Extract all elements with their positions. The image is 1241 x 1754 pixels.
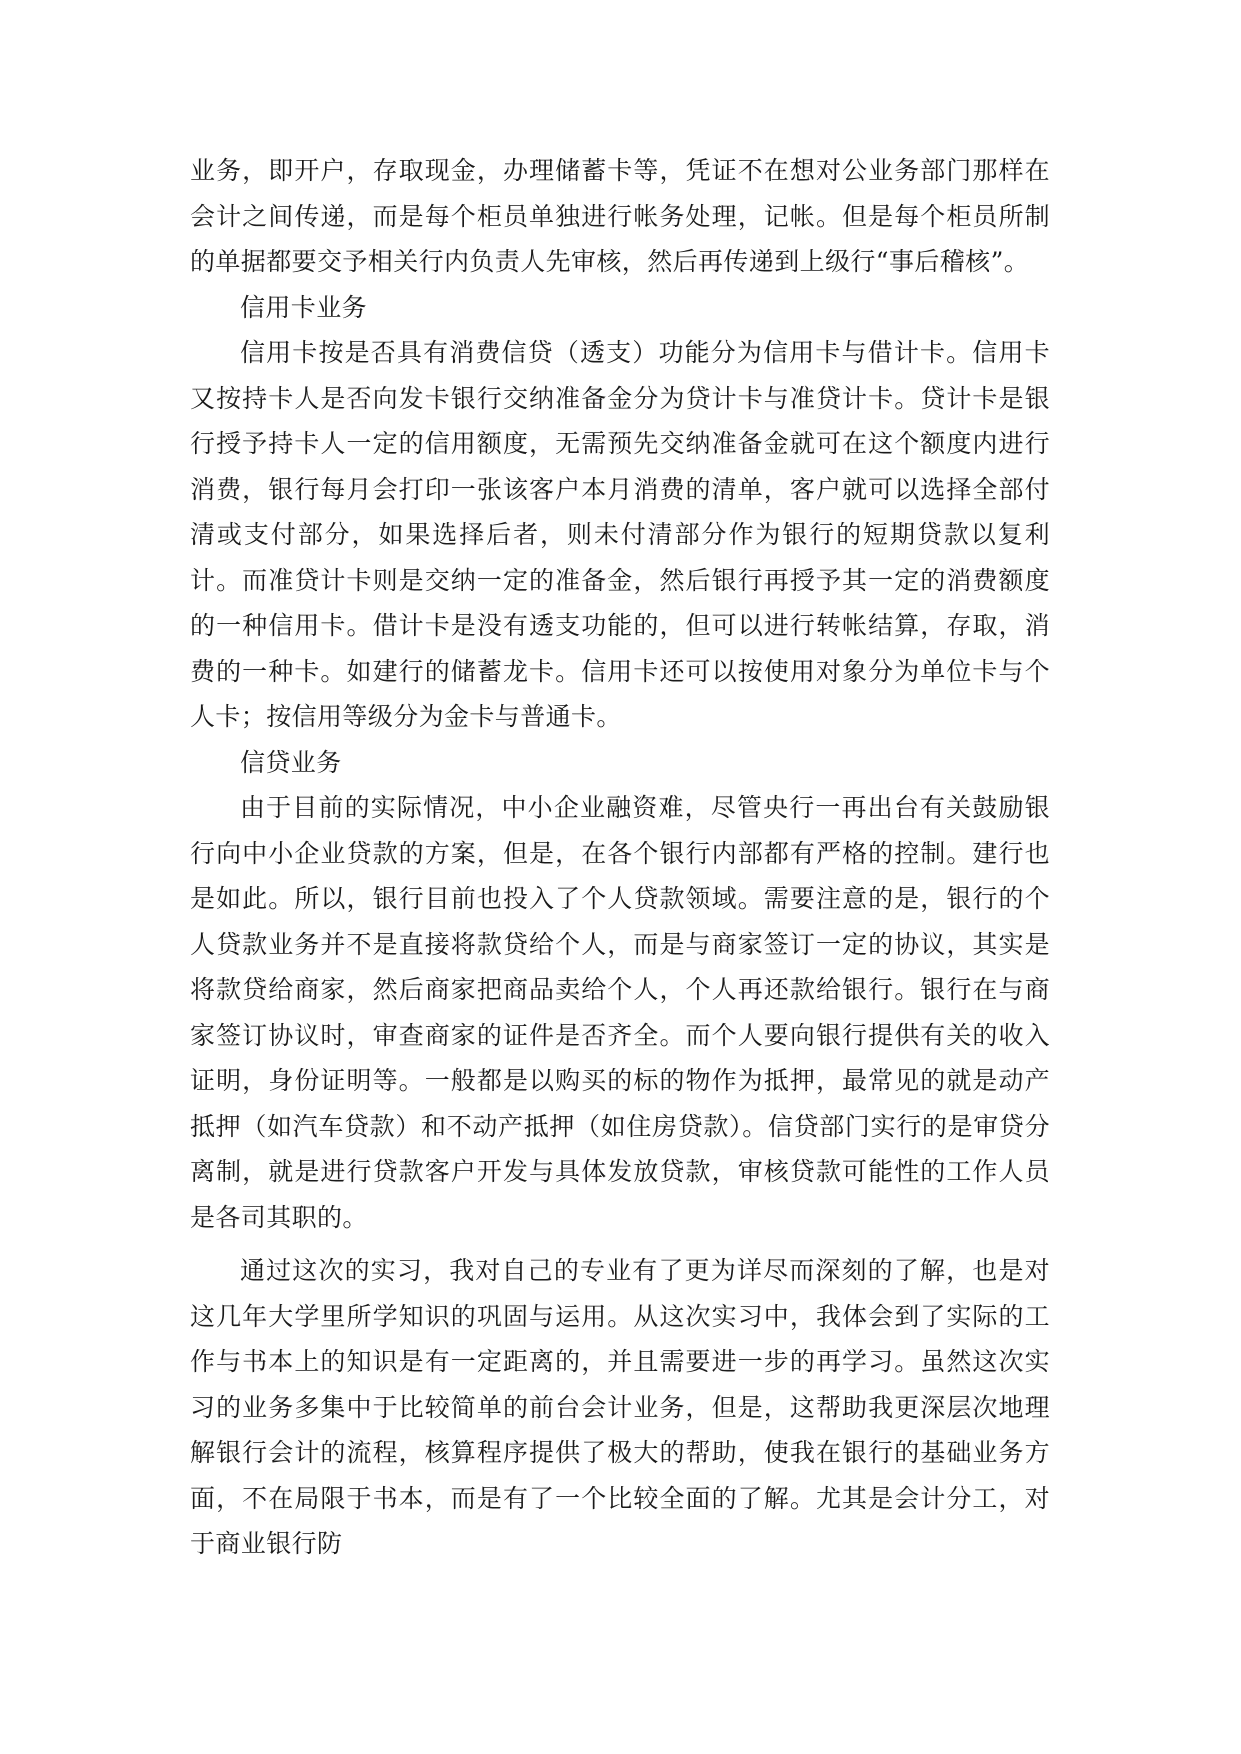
paragraph-spacer [190, 1240, 1050, 1248]
paragraph-loan-business: 由于目前的实际情况，中小企业融资难，尽管央行一再出台有关鼓励银行向中小企业贷款的方案，但是，在各个银行内部都有严格的控制。建行也是如此。所以，银行目前也投入了个人贷款领域。需要注意的是，银行的个人贷款业务并不是直接将款贷给个人，而是与商家签订一定的协议，其实是将款贷给商家，然后商家把商品卖给个人，个人再还款给银行。银行在与商家签订协议时，审查商家的证件是否齐全。而个人要向银行提供有关的收入证明，身份证明等。一般都是以购买的标的物作为抵押，最常见的就是动产抵押（如汽车贷款）和不动产抵押（如住房贷款）。信贷部门实行的是审贷分离制，就是进行贷款客户开发与具体发放贷款，审核贷款可能性的工作人员是各司其职的。 [190, 793, 1050, 1232]
document-page [190, 148, 1050, 1567]
paragraph-internship-summary: 通过这次的实习，我对自己的专业有了更为详尽而深刻的了解，也是对这几年大学里所学知识的巩固与运用。从这次实习中，我体会到了实际的工作与书本上的知识是有一定距离的，并且需要进一步的再学习。虽然这次实习的业务多集中于比较简单的前台会计业务，但是，这帮助我更深层次地理解银行会计的流程，核算程序提供了极大的帮助，使我在银行的基础业务方面，不在局限于书本，而是有了一个比较全面的了解。尤其是会计分工，对于商业银行防 [190, 1256, 1050, 1558]
section-heading-credit-card: 信用卡业务 [240, 292, 368, 322]
paragraph-personal-business: 业务，即开户，存取现金，办理储蓄卡等，凭证不在想对公业务部门那样在会计之间传递，而是每个柜员单独进行帐务处理，记帐。但是每个柜员所制的单据都要交予相关行内负责人先审核，然后再传递到上级行“事后稽核”。 [190, 156, 1050, 276]
section-heading-loan-business: 信贷业务 [240, 747, 342, 777]
paragraph-credit-card: 信用卡按是否具有消费信贷（透支）功能分为信用卡与借计卡。信用卡又按持卡人是否向发卡银行交纳准备金分为贷计卡与准贷计卡。贷计卡是银行授予持卡人一定的信用额度，无需预先交纳准备金就可在这个额度内进行消费，银行每月会打印一张该客户本月消费的清单，客户就可以选择全部付清或支付部分，如果选择后者，则未付清部分作为银行的短期贷款以复利计。而准贷计卡则是交纳一定的准备金，然后银行再授予其一定的消费额度的一种信用卡。借计卡是没有透支功能的，但可以进行转帐结算，存取，消费的一种卡。如建行的储蓄龙卡。信用卡还可以按使用对象分为单位卡与个人卡；按信用等级分为金卡与普通卡。 [190, 338, 1050, 731]
